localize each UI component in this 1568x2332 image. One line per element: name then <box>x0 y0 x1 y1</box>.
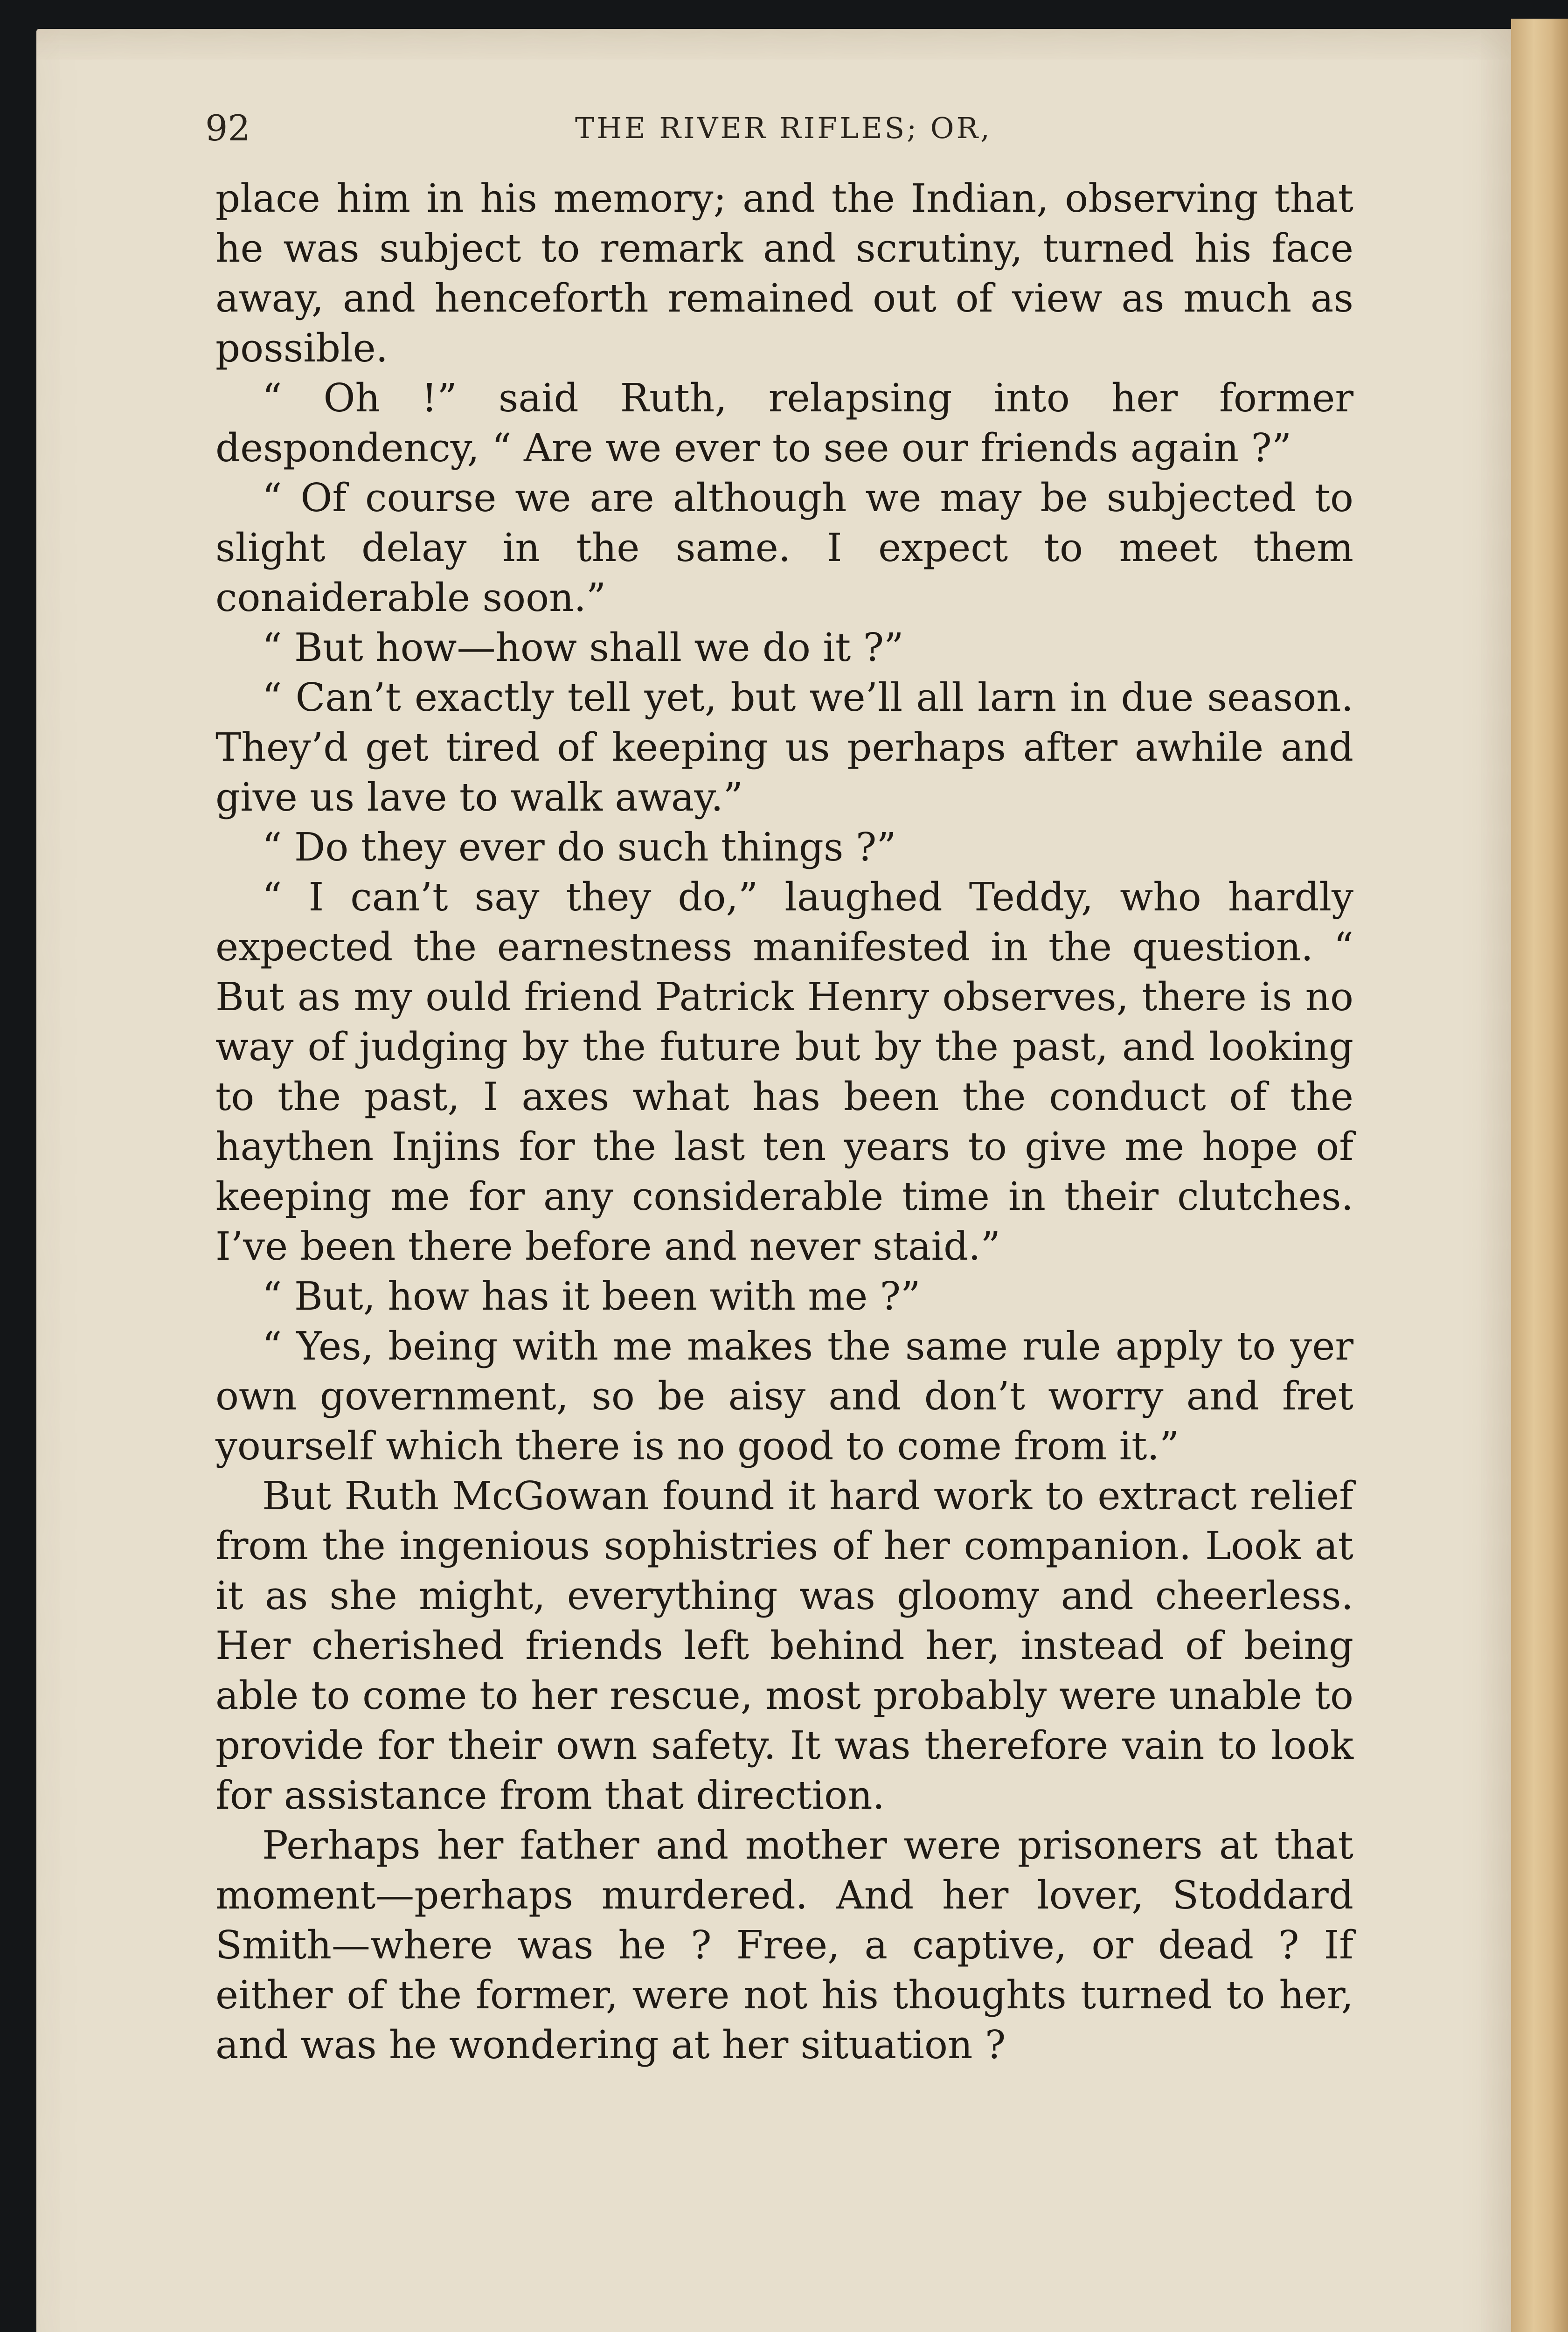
paragraph: “ Of course we are although we may be subjected to slight delay in the same. I expect to meet them conaiderable soon.” <box>215 475 1353 620</box>
paragraph: Perhaps her father and mother were prisoners at that moment—perhaps murdered. And her lover, Stoddard Smith—where was he ? Free, a captive, or dead ? If either of the former, were not his thoughts turned to her, and was he wondering at her situation ? <box>215 1823 1353 2068</box>
paragraph: “ Can’t exactly tell yet, but we’ll all larn in due season. They’d get tired of keeping us perhaps after awhile and give us lave to walk away.” <box>215 675 1353 820</box>
paragraph: “ But, how has it been with me ?” <box>262 1274 921 1319</box>
body-text <box>215 174 1353 2070</box>
paragraph: But Ruth McGowan found it hard work to extract relief from the ingenious sophistries of her companion. Look at it as she might, everything was gloomy and cheerless. Her cherished friends left behind her, instead of being able to come to her rescue, most probably were unable to provide for their own safety. It was therefore vain to look for assistance from that direction. <box>215 1473 1353 1818</box>
page-number: 92 <box>205 107 250 149</box>
page-header <box>205 100 1362 156</box>
paragraph: “ But how—how shall we do it ?” <box>262 625 904 670</box>
paragraph: “ Yes, being with me makes the same rule apply to yer own government, so be aisy and don’t worry and fret yourself which there is no good to come from it.” <box>215 1324 1353 1469</box>
running-head: THE RIVER RIFLES; OR, <box>575 111 992 145</box>
paragraph: “ Oh !” said Ruth, relapsing into her former despondency, “ Are we ever to see our friends again ?” <box>215 375 1353 471</box>
adjacent-page-edge <box>1511 19 1568 2332</box>
paragraph: place him in his memory; and the Indian, observing that he was subject to remark and scrutiny, turned his face away, and henceforth remained out of view as much as possible. <box>215 176 1353 371</box>
paragraph: “ Do they ever do such things ?” <box>262 825 896 870</box>
paragraph: “ I can’t say they do,” laughed Teddy, who hardly expected the earnestness manifested in the question. “ But as my ould friend Patrick Henry observes, there is no way of judging by the future but by the past, and looking to the past, I axes what has been the conduct of the haythen Injins for the last ten years to give me hope of keeping me for any considerable time in their clutches. I’ve been there before and never staid.” <box>215 874 1353 1269</box>
